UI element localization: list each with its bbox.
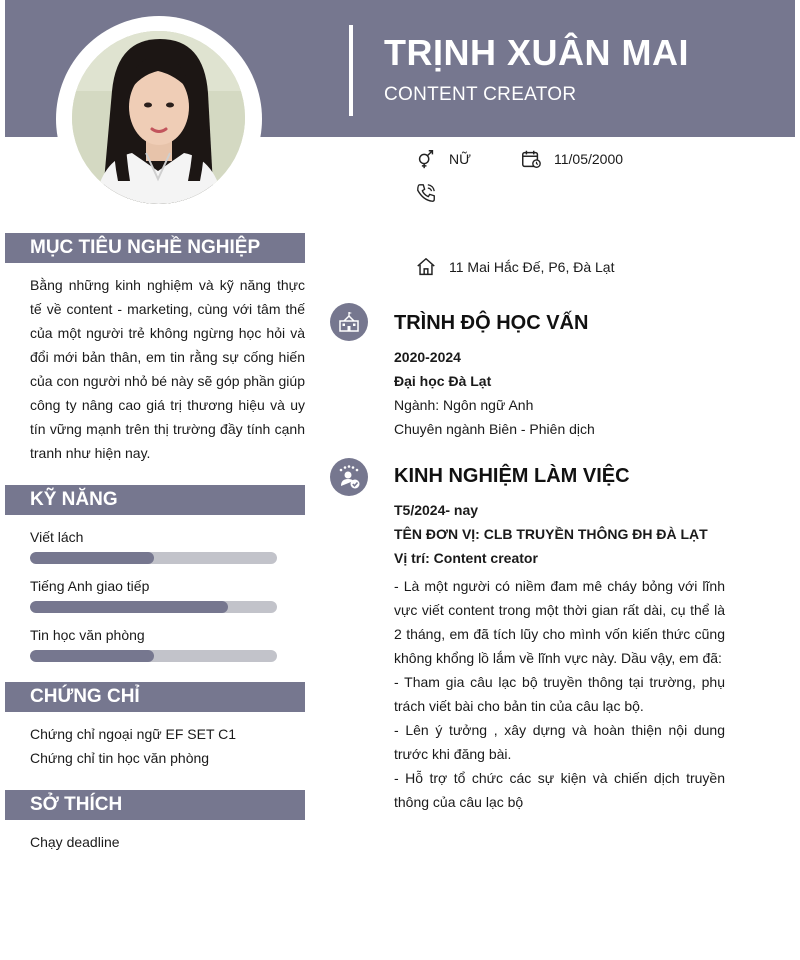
school-icon	[330, 303, 368, 341]
experience-paragraph: - Là một người có niềm đam mê cháy bỏng với lĩnh vực viết content trong một thời gian rất dài, cụ thể là 2 tháng, em đã tích lũy cho mình vốn kiến thức cũng không khổng lồ lắm về lĩnh vực này. Dầu vậy, em đã:	[394, 578, 725, 666]
skill-bar	[30, 552, 277, 564]
skill-bar-fill	[30, 650, 154, 662]
experience-paragraph: - Hỗ trợ tổ chức các sự kiện và chiến dịch truyền thông của câu lạc bộ	[394, 770, 725, 810]
dob-row	[520, 148, 623, 170]
header-divider	[349, 25, 353, 116]
hobby-item: Chạy deadline	[30, 834, 120, 850]
avatar	[72, 31, 245, 204]
education-period: 2020-2024	[394, 349, 461, 365]
objective-heading: MỤC TIÊU NGHỀ NGHIỆP	[5, 233, 305, 263]
skill-bar-fill	[30, 601, 228, 613]
certificates-heading: CHỨNG CHỈ	[5, 682, 305, 712]
experience-paragraph: - Lên ý tưởng , xây dựng và hoàn thiện nội dung trước khi đăng bài.	[394, 722, 725, 762]
dob-value: 11/05/2000	[554, 151, 624, 167]
education-specialization: Chuyên ngành Biên - Phiên dịch	[394, 421, 595, 437]
skill-bar-fill	[30, 552, 154, 564]
calendar-icon	[520, 148, 542, 170]
skills-heading: KỸ NĂNG	[5, 485, 305, 515]
experience-icon	[330, 458, 368, 496]
address-row	[415, 256, 614, 278]
home-icon	[415, 256, 437, 278]
education-heading: TRÌNH ĐỘ HỌC VẤN	[394, 312, 589, 334]
portrait-image	[72, 31, 245, 204]
hobbies-heading: SỞ THÍCH	[5, 790, 305, 820]
skill-bar	[30, 601, 277, 613]
certificate-item: Chứng chỉ tin học văn phòng	[30, 750, 210, 766]
phone-icon	[415, 182, 437, 204]
gender-row	[415, 148, 471, 170]
address-value: 11 Mai Hắc Đế, P6, Đà Lạt	[449, 259, 615, 275]
skill-label: Tin học văn phòng	[30, 627, 145, 643]
experience-heading: KINH NGHIỆM LÀM VIỆC	[394, 465, 630, 487]
job-title: CONTENT CREATOR	[384, 84, 577, 105]
skill-label: Tiếng Anh giao tiếp	[30, 578, 150, 594]
gender-value: NỮ	[449, 151, 472, 167]
gender-icon	[415, 148, 437, 170]
objective-text: Bằng những kinh nghiệm và kỹ năng thực tế về content - marketing, cùng với tâm thế của một người trẻ không ngừng học hỏi và đổi mới bản thân, em tin rằng sự cống hiến của con người nhỏ bé này sẽ góp phần giúp công ty nâng cao giá trị thương hiệu và uy tín vững mạnh trên thị trường đầy tính cạnh tranh như hiện nay.	[30, 277, 305, 461]
experience-paragraph: - Tham gia câu lạc bộ truyền thông tại trường, phụ trách viết bài cho bản tin của câu lạc bộ.	[394, 674, 725, 714]
experience-position: Vị trí: Content creator	[394, 550, 538, 566]
education-major: Ngành: Ngôn ngữ Anh	[394, 397, 534, 413]
candidate-name: TRỊNH XUÂN MAI	[384, 32, 689, 73]
education-school: Đại học Đà Lạt	[394, 373, 492, 389]
skill-bar	[30, 650, 277, 662]
phone-row	[415, 182, 449, 204]
experience-organization: TÊN ĐƠN VỊ: CLB TRUYỀN THÔNG ĐH ĐÀ LẠT	[394, 526, 708, 542]
skill-label: Viết lách	[30, 529, 84, 545]
certificate-item: Chứng chỉ ngoại ngữ EF SET C1	[30, 726, 237, 742]
experience-period: T5/2024- nay	[394, 502, 479, 518]
